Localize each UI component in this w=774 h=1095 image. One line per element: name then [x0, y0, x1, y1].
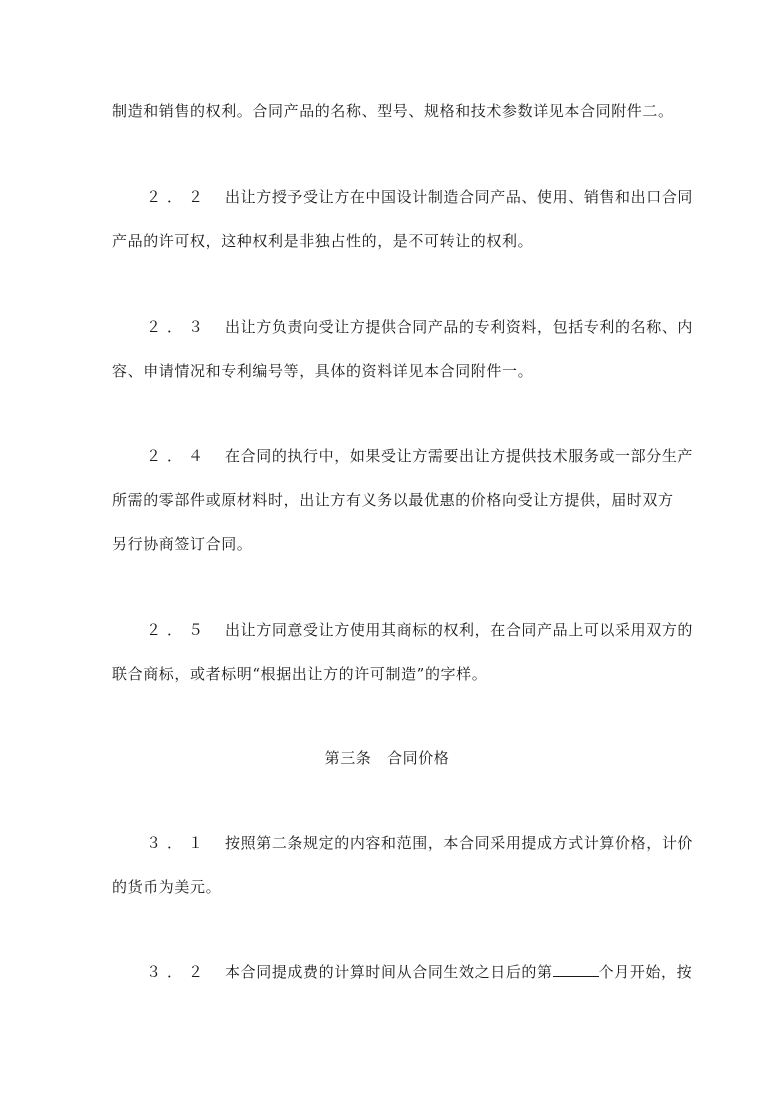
- clause-text: 出让方负责向受让方提供合同产品的专利资料，包括专利的名称、内: [225, 318, 694, 336]
- clause-2-3-line-2: 容、申请情况和专利编号等，具体的资料详见本合同附件一。: [112, 362, 534, 380]
- clause-2-2-line-2: 产品的许可权，这种权利是非独占性的，是不可转让的权利。: [112, 232, 534, 250]
- clause-number: ２．２: [146, 188, 210, 206]
- clause-number: ３．２: [146, 963, 210, 981]
- clause-2-4-line-2: 所需的零部件或原材料时，出让方有义务以最优惠的价格向受让方提供，届时双方: [112, 491, 674, 509]
- clause-2-4-line-1: [146, 446, 706, 466]
- clause-2-4-line-3: 另行协商签订合同。: [112, 535, 253, 553]
- clause-number: ２．４: [146, 447, 210, 465]
- section-heading: 第三条 合同价格: [324, 749, 450, 767]
- clause-3-2-line-1: [146, 962, 706, 982]
- paragraph-line: 制造和销售的权利。合同产品的名称、型号、规格和技术参数详见本合同附件二。: [112, 102, 674, 120]
- clause-2-5-line-2: 联合商标，或者标明“根据出让方的许可制造”的字样。: [112, 665, 488, 683]
- clause-3-1-line-2: 的货币为美元。: [112, 878, 222, 896]
- clause-text-tail: 个月开始，按: [598, 963, 693, 981]
- clause-number: ３．１: [146, 834, 210, 852]
- clause-3-1-line-1: [146, 833, 706, 853]
- clause-text: 按照第二条规定的内容和范围，本合同采用提成方式计算价格，计价: [225, 834, 694, 852]
- clause-2-5-line-1: [146, 620, 706, 640]
- clause-text: 在合同的执行中，如果受让方需要出让方提供技术服务或一部分生产: [225, 447, 694, 465]
- clause-number: ２．５: [146, 621, 210, 639]
- clause-2-2-line-1: [146, 187, 706, 207]
- clause-number: ２．３: [146, 318, 210, 336]
- clause-text: 本合同提成费的计算时间从合同生效之日后的第: [225, 963, 553, 981]
- clause-text: 出让方同意受让方使用其商标的权利，在合同产品上可以采用双方的: [225, 621, 694, 639]
- fill-in-blank[interactable]: [553, 962, 599, 977]
- clause-text: 出让方授予受让方在中国设计制造合同产品、使用、销售和出口合同: [225, 188, 694, 206]
- clause-2-3-line-1: [146, 317, 706, 337]
